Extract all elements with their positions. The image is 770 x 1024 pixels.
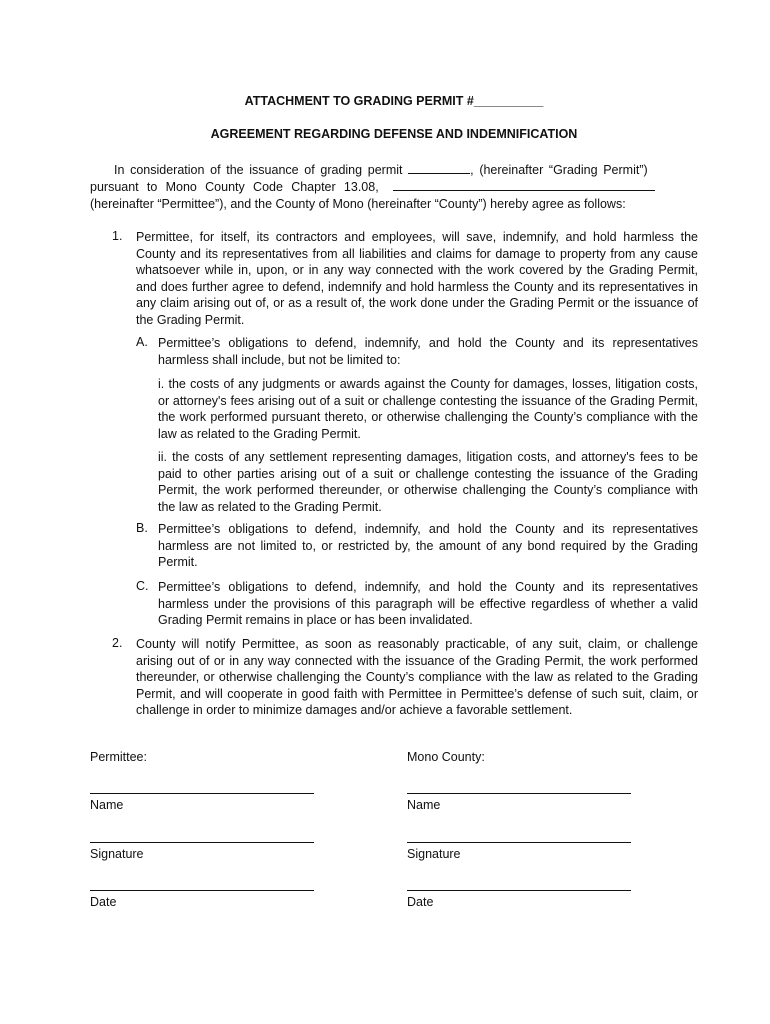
intro-line3: (hereinafter “Permittee”), and the County of Mono (hereinafter “County”) hereby agree as follows: [90,197,626,211]
county-name-line[interactable] [407,793,631,794]
roman-ii-text: ii. the costs of any settlement representing damages, litigation costs, and attorney's fees to be paid to other parties arising out of a suit or challenge contesting the issuance of the Grading Permit, the work performed thereunder, or otherwise challenging the County’s compliance with the law as related to the Grading Permit. [158,450,698,514]
permit-number-blank [408,162,470,174]
permittee-signature-label: Signature [90,847,144,861]
subitem-b-letter: B. [136,521,148,535]
subitem-c-text: Permittee’s obligations to defend, indemnify, and hold the County and its representatives harmless under the provisions of this paragraph will be effective regardless of whether a valid Grading Permit remains in place or has been invalidated. [158,580,698,627]
intro-line1-b: , (hereinafter “Grading Permit”) [470,163,648,177]
intro-line1-a: In consideration of the issuance of grading permit [114,163,403,177]
county-signature-line[interactable] [407,842,631,843]
subitem-c-letter: C. [136,579,149,593]
mono-county-header: Mono County: [407,750,485,764]
permittee-signature-line[interactable] [90,842,314,843]
county-name-label: Name [407,798,441,812]
county-date-line[interactable] [407,890,631,891]
county-date-label: Date [407,895,434,909]
subitem-a-text: Permittee’s obligations to defend, indemnify, and hold the County and its representatives harmless shall include, but not be limited to: [158,336,698,367]
permittee-date-line[interactable] [90,890,314,891]
permittee-name-blank [393,179,655,191]
county-signature-label: Signature [407,847,461,861]
subitem-a-letter: A. [136,335,148,349]
intro-line2: pursuant to Mono County Code Chapter 13.08, [90,180,379,194]
permittee-name-line[interactable] [90,793,314,794]
permittee-header: Permittee: [90,750,147,764]
document-title: ATTACHMENT TO GRADING PERMIT #__________ [244,94,544,108]
permittee-name-label: Name [90,798,124,812]
item-1-text: Permittee, for itself, its contractors and employees, will save, indemnify, and hold harmless the County and its representatives from all liabilities and claims for damage to property from any cause whatsoever while in, upon, or in any way connected with the work covered by the Grading Permit, and does further agree to defend, indemnify and hold harmless the County and its representatives in any claim arising out of, or as a result of, the work done under the Grading Permit or the issuance of the Grading Permit. [136,230,698,327]
document-subtitle: AGREEMENT REGARDING DEFENSE AND INDEMNIFICATION [210,127,578,141]
permittee-date-label: Date [90,895,117,909]
subitem-b-text: Permittee’s obligations to defend, indemnify, and hold the County and its representatives harmless are not limited to, or restricted by, the amount of any bond required by the Grading Permit. [158,522,698,569]
item-1-number: 1. [112,229,123,243]
item-2-text: County will notify Permittee, as soon as reasonably practicable, of any suit, claim, or challenge arising out of or in any way connected with the issuance of the Grading Permit, the work performed thereunder, or otherwise challenging the County’s compliance with the law as related to the Grading Permit, and will cooperate in good faith with Permittee in Permittee’s defense of such suit, claim, or challenge in order to minimize damages and/or achieve a favorable settlement. [136,637,698,717]
intro-paragraph [90,162,698,213]
roman-i-text: i. the costs of any judgments or awards against the County for damages, losses, litigation costs, or attorney's fees arising out of a suit or challenge contesting the issuance of the Grading Permit, the work performed pursuant thereto, or otherwise challenging the County’s compliance with the law as related to the Grading Permit. [158,377,698,441]
item-2-number: 2. [112,636,123,650]
